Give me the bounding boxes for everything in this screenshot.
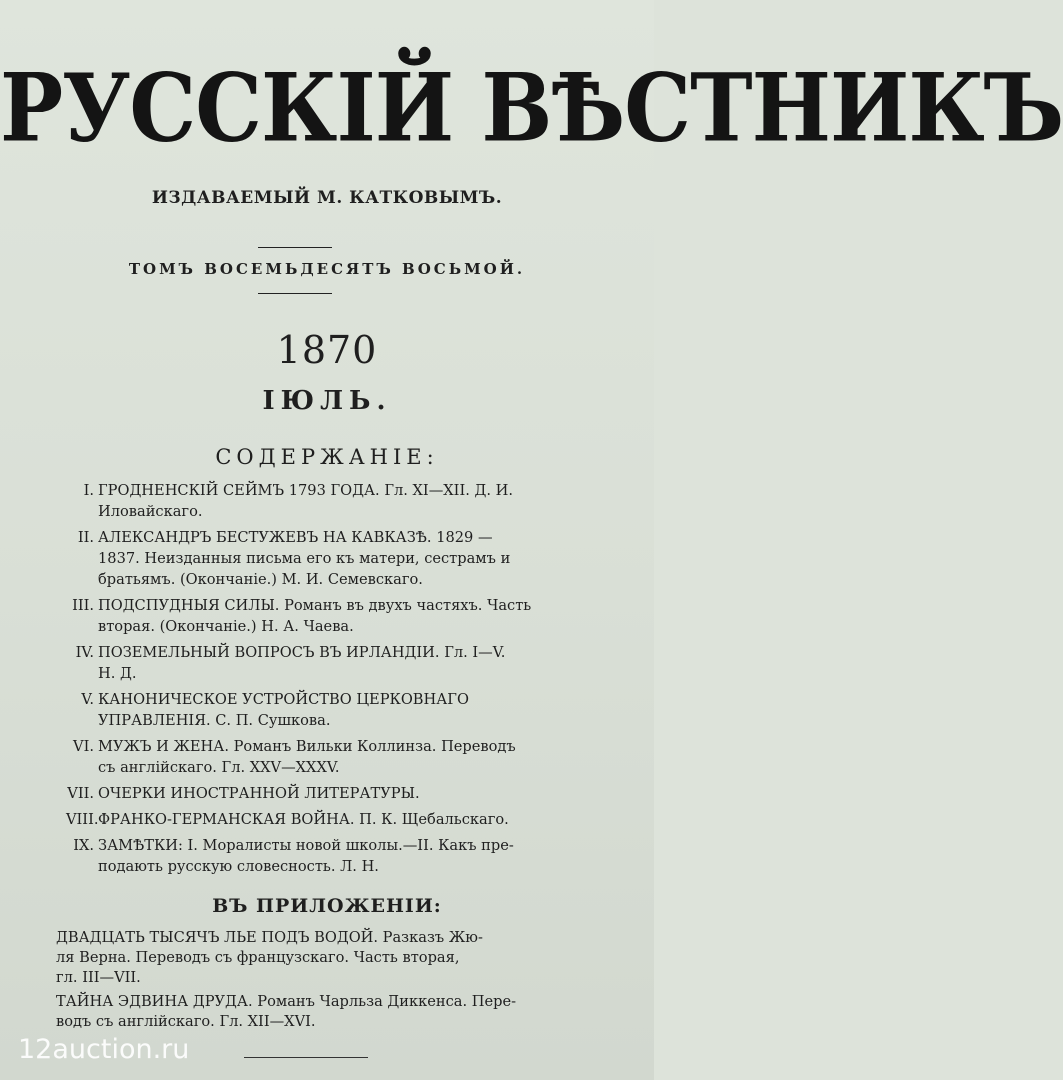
toc-text: съ англійскаго. Гл. XXV—XXXV. <box>98 759 340 776</box>
toc-line <box>66 642 536 663</box>
toc-line <box>66 480 536 501</box>
divider-rule <box>258 293 332 294</box>
divider-rule <box>244 1057 368 1058</box>
toc-text: УПРАВЛЕНІЯ. С. П. Сушкова. <box>98 712 331 729</box>
divider-rule <box>258 247 332 248</box>
appendix-line: ля Верна. Переводъ съ французскаго. Часть вторая, <box>56 949 460 966</box>
toc-entry <box>66 642 536 684</box>
toc-number: IX. <box>73 837 94 854</box>
watermark: 12auction.ru <box>18 1034 190 1065</box>
toc-text: ФРАНКО-ГЕРМАНСКАЯ ВОЙНА. П. К. Щебальскаго. <box>98 811 509 828</box>
toc-text: подають русскую словесность. Л. Н. <box>98 858 379 875</box>
toc-text: КАНОНИЧЕСКОЕ УСТРОЙСТВО ЦЕРКОВНАГО <box>98 691 469 708</box>
volume-line: ТОМЪ ВОСЕМЬДЕСЯТЪ ВОСЬМОЙ. <box>128 260 526 278</box>
toc-entry <box>66 595 536 637</box>
toc-line <box>66 757 536 778</box>
table-of-contents <box>66 480 536 882</box>
toc-number: II. <box>77 529 94 546</box>
toc-number: IV. <box>75 644 94 661</box>
toc-entry <box>66 736 536 778</box>
toc-entry <box>66 809 536 830</box>
toc-number: III. <box>72 597 94 614</box>
toc-line <box>66 616 536 637</box>
toc-line <box>66 710 536 731</box>
toc-line <box>66 689 536 710</box>
toc-line <box>66 595 536 616</box>
toc-number: VIII. <box>66 811 99 828</box>
toc-entry <box>66 835 536 877</box>
toc-text: ПОЗЕМЕЛЬНЫЙ ВОПРОСЪ ВЪ ИРЛАНДІИ. Гл. I—V. <box>98 644 506 661</box>
appendix-line: ТАЙНА ЭДВИНА ДРУДА. Романъ Чарльза Диккенса. Пере- <box>56 993 517 1010</box>
appendix-line: ДВАДЦАТЬ ТЫСЯЧЪ ЛЬЕ ПОДЪ ВОДОЙ. Разказъ Жю- <box>56 929 483 946</box>
appendix-heading: ВЪ ПРИЛОЖЕНІИ: <box>212 895 442 917</box>
toc-text: ОЧЕРКИ ИНОСТРАННОЙ ЛИТЕРАТУРЫ. <box>98 785 420 802</box>
toc-entry <box>66 527 536 590</box>
toc-number: VII. <box>67 785 94 802</box>
toc-line <box>66 501 536 522</box>
toc-line <box>66 569 536 590</box>
toc-number: VI. <box>73 738 94 755</box>
toc-text: АЛЕКСАНДРЪ БЕСТУЖЕВЪ НА КАВКАЗѢ. 1829 — <box>98 529 493 546</box>
toc-text: братьямъ. (Окончаніе.) М. И. Семевскаго. <box>98 571 423 588</box>
toc-line <box>66 736 536 757</box>
appendix-item <box>56 928 532 988</box>
toc-entry <box>66 689 536 731</box>
year: 1870 <box>276 328 378 372</box>
toc-line <box>66 856 536 877</box>
toc-text: Н. Д. <box>98 665 137 682</box>
toc-text: Иловайскаго. <box>98 503 203 520</box>
toc-entry <box>66 783 536 804</box>
toc-line <box>66 663 536 684</box>
publisher-line: ИЗДАВАЕМЫЙ М. КАТКОВЫМЪ. <box>151 188 503 208</box>
toc-text: ЗАМѢТКИ: I. Моралисты новой школы.—II. Какъ пре- <box>98 837 514 854</box>
toc-text: МУЖЪ И ЖЕНА. Романъ Вильки Коллинза. Переводъ <box>98 738 516 755</box>
appendix-line: водъ съ англійскаго. Гл. XII—XVI. <box>56 1013 316 1030</box>
toc-line <box>66 783 536 804</box>
toc-text: ГРОДНЕНСКІЙ СЕЙМЪ 1793 ГОДА. Гл. XI—XII. Д. И. <box>98 482 513 499</box>
toc-text: вторая. (Окончаніе.) Н. А. Чаева. <box>98 618 354 635</box>
journal-title: РУССКІЙ ВѢСТНИКЪ <box>0 52 1063 163</box>
toc-number: I. <box>83 482 94 499</box>
toc-number: V. <box>81 691 94 708</box>
toc-entry <box>66 480 536 522</box>
toc-line <box>66 835 536 856</box>
toc-line <box>66 809 536 830</box>
appendix-item <box>56 992 532 1032</box>
appendix-line: гл. III—VII. <box>56 969 141 986</box>
contents-heading: СОДЕРЖАНІЕ: <box>215 445 439 469</box>
toc-line <box>66 548 536 569</box>
appendix-list <box>56 928 532 1036</box>
toc-text: 1837. Неизданныя письма его къ матери, сестрамъ и <box>98 550 511 567</box>
toc-text: ПОДСПУДНЫЯ СИЛЫ. Романъ въ двухъ частяхъ. Часть <box>98 597 532 614</box>
month: ІЮЛЬ. <box>262 386 392 416</box>
toc-line <box>66 527 536 548</box>
